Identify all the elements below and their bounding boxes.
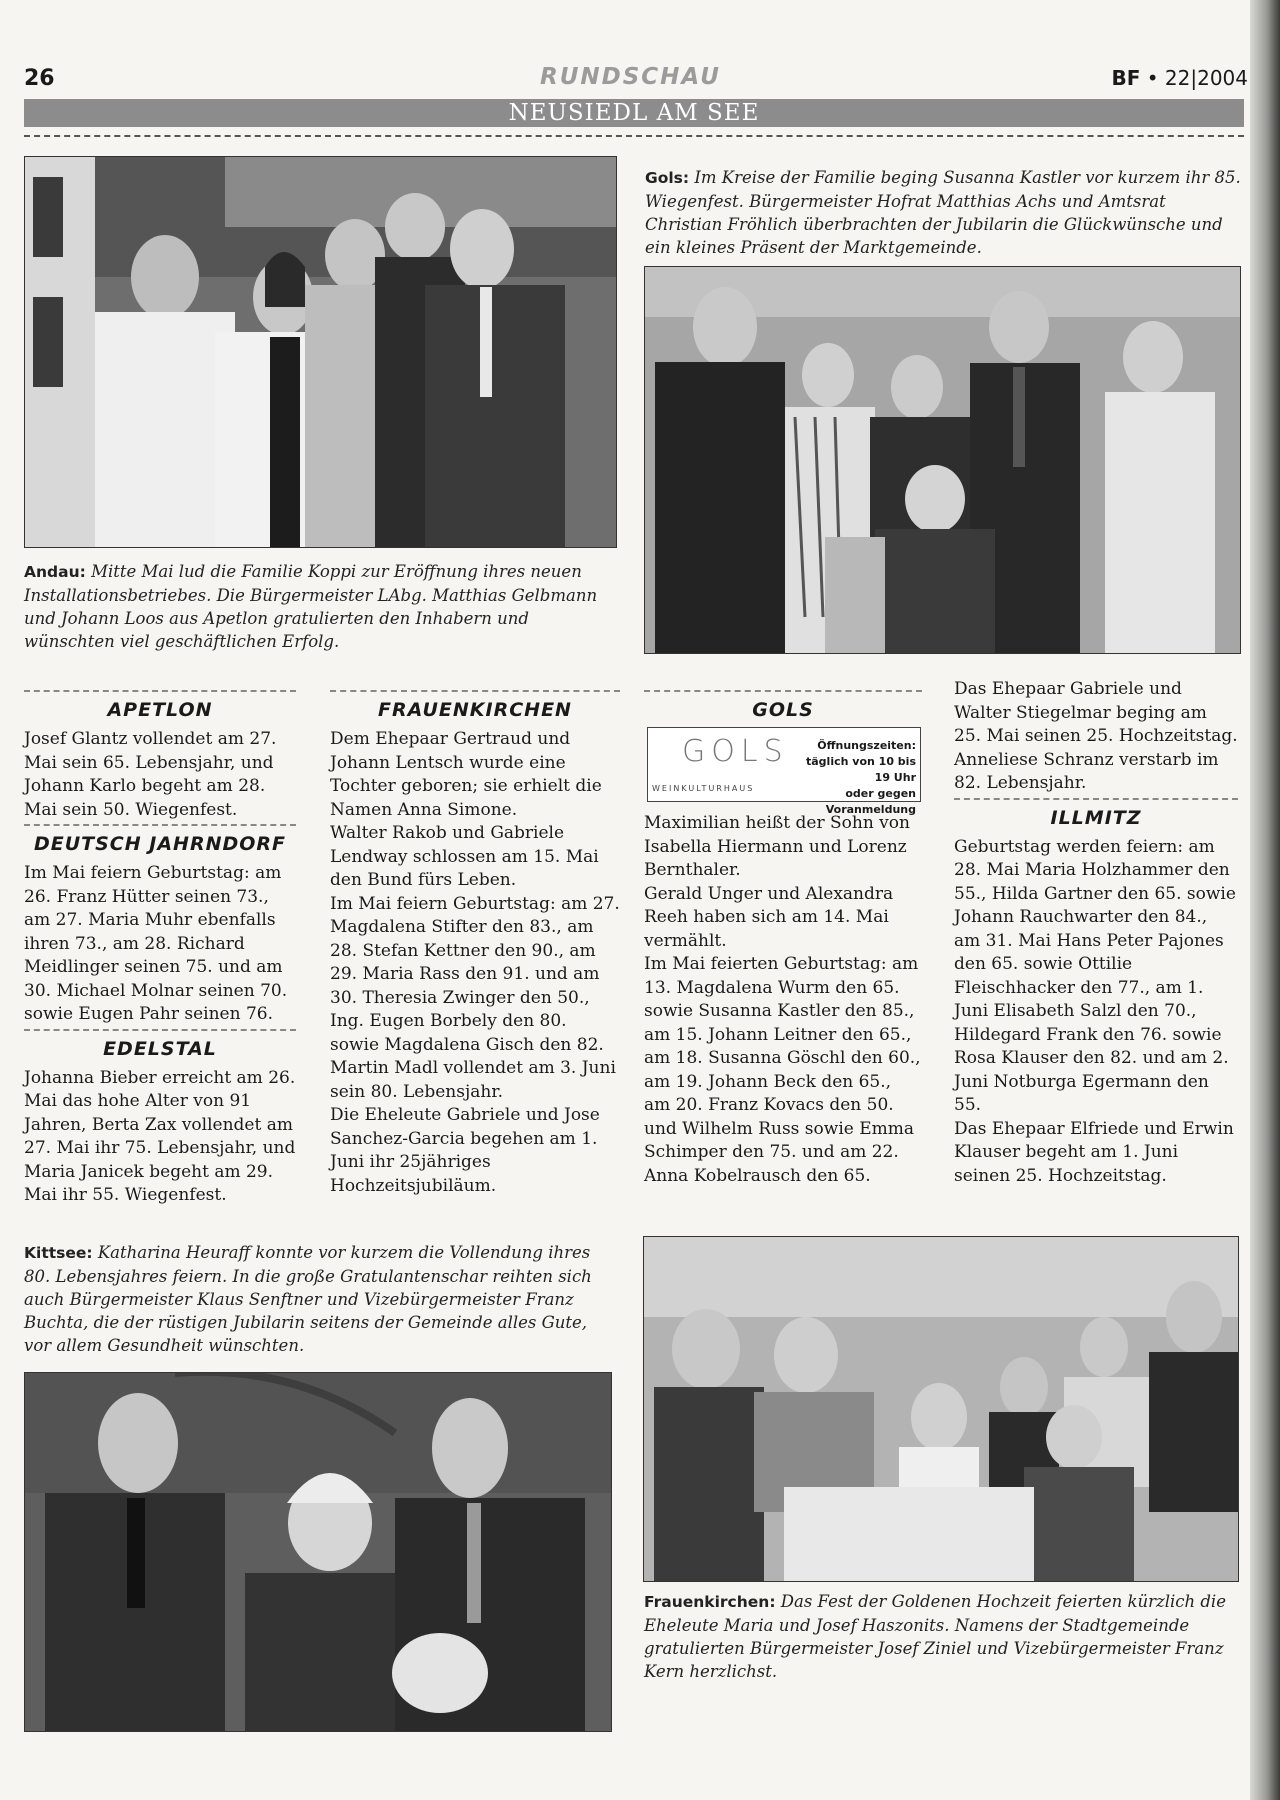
article-frauenkirchen-p3: Im Mai feiern Geburtstag: am 27. Magdalena Stifter den 83., am 28. Stefan Kettner den 90., am 29. Maria Rass den 91. und am 30. Theresia Zwinger den 50., Ing. Eugen Borbely den 80. sowie Magdalena Gisch den 82. [330, 893, 620, 1055]
article-deutsch-jahrndorf: Im Mai feiern Geburtstag: am 26. Franz Hütter seinen 73., am 27. Maria Muhr ebenfalls ihren 73., am 28. Richard Meidlinger seinen 75. und am 30. Michael Molnar seinen 70. sowie Eugen Pahr seinen 76. [24, 863, 288, 1024]
issue-separator: • [1140, 66, 1165, 90]
caption-frauenkirchen-text: Das Fest der Goldenen Hochzeit feierten kürzlich die Eheleute Maria und Josef Haszonits. Namens der Stadtgemeinde gratulierten Bürgermeister Josef Ziniel und Vizebürgermeister Franz Kern herzlichst. [644, 1592, 1226, 1681]
page-binding-shadow [1250, 0, 1280, 1800]
ad-hours-line1: täglich von 10 bis 19 Uhr [806, 755, 916, 784]
article-frauenkirchen-p2: Walter Rakob und Gabriele Lendway schlossen am 15. Mai den Bund fürs Leben. [330, 823, 599, 890]
article-edelstal: Johanna Bieber erreicht am 26. Mai das hohe Alter von 91 Jahren, Berta Zax vollendet am 27. Mai ihr 75. Lebensjahr, und Maria Janicek begeht am 29. Mai ihr 55. Wiegenfest. [24, 1067, 296, 1205]
section-head-edelstal: EDELSTAL [24, 1029, 296, 1065]
photo-gols [644, 266, 1241, 654]
caption-kittsee-text: Katharina Heuraff konnte vor kurzem die Vollendung ihres 80. Lebensjahres feiern. In die große Gratulantenschar reihten sich auch Bürgermeister Klaus Senftner und Vizebürgermeister Franz Buchta, die der rüstigen Jubilarin seitens der Gemeinde alles Gute, vor allem Gesundheit wünschten. [24, 1243, 592, 1355]
article-gols-continued-p1: Das Ehepaar Gabriele und Walter Stiegelmar beging am 25. Mai seinen 25. Hochzeitstag. [954, 679, 1238, 746]
article-apetlon: Josef Glantz vollendet am 27. Mai sein 65. Lebensjahr, und Johann Karlo begeht am 28. Mai sein 50. Wiegenfest. [24, 729, 277, 820]
ad-weinkulturhaus [647, 727, 921, 816]
caption-andau-place: Andau: [24, 563, 86, 581]
section-head-frauenkirchen: FRAUENKIRCHEN [330, 690, 620, 726]
caption-andau-text: Mitte Mai lud die Familie Koppi zur Eröffnung ihres neuen Installationsbetriebes. Die Bürgermeister LAbg. Matthias Gelbmann und Johann Loos aus Apetlon gratulierten den Inhabern und wünschten viel geschäftlichen Erfolg. [24, 562, 598, 651]
ad-logo: GOLS [682, 734, 789, 769]
ad-hours-title: Öffnungszeiten: [817, 739, 916, 752]
article-gols-p3: Im Mai feierten Geburtstag: am 13. Magdalena Wurm den 65. sowie Susanna Kastler den 85., am 15. Johann Leitner den 65., am 18. Susanna Göschl den 60., am 19. Johann Beck den 65., am 20. Franz Kovacs den 50. und Wilhelm Russ sowie Emma Schimper den 75. und am 22. Anna Kobelrausch den 65. [644, 954, 921, 1186]
ad-hours-line2: oder gegen Voranmeldung [825, 787, 916, 816]
issue-brand: BF [1111, 66, 1141, 90]
article-illmitz-p1: Geburtstag werden feiern: am 28. Mai Maria Holzhammer den 55., Hilda Gartner den 65. sowie Johann Rauchwarter den 84., am 31. Mai Hans Peter Pajones den 65. sowie Ottilie Fleischhacker den 77., am 1. Juni Elisabeth Salzl den 70., Hildegard Frank den 76. sowie Rosa Klauser den 82. und am 2. Juni Notburga Egermann den 55. [954, 836, 1236, 1115]
article-gols-p1: Maximilian heißt der Sohn von Isabella Hiermann und Lorenz Bernthaler. [644, 813, 910, 880]
caption-kittsee-place: Kittsee: [24, 1244, 93, 1262]
caption-andau [24, 560, 618, 653]
section-head-gols: GOLS [644, 690, 922, 726]
section-head-illmitz: ILLMITZ [954, 798, 1238, 834]
ad-hours [788, 738, 916, 818]
column-3-body [644, 812, 922, 1188]
caption-frauenkirchen-place: Frauenkirchen: [644, 1593, 776, 1611]
column-1 [24, 688, 296, 1208]
article-frauenkirchen-p1: Dem Ehepaar Gertraud und Johann Lentsch wurde eine Tochter geboren; sie erhielt die Namen Anna Simone. [330, 729, 602, 820]
article-illmitz-p2: Das Ehepaar Elfriede und Erwin Klauser begeht am 1. Juni seinen 25. Hochzeitstag. [954, 1118, 1234, 1186]
caption-kittsee [24, 1241, 618, 1357]
article-frauenkirchen-p5: Die Eheleute Gabriele und Jose Sanchez-Garcia begehen am 1. Juni ihr 25jähriges Hochzeitsjubiläum. [330, 1105, 600, 1196]
column-2 [330, 688, 620, 1198]
ad-subtitle: WEINKULTURHAUS [652, 784, 755, 793]
article-frauenkirchen-p4: Martin Madl vollendet am 3. Juni sein 80. Lebensjahr. [330, 1058, 616, 1102]
caption-gols-text: Im Kreise der Familie beging Susanna Kastler vor kurzem ihr 85. Wiegenfest. Bürgermeister Hofrat Matthias Achs und Amtsrat Christian Fröhlich überbrachten der Jubilarin die Glückwünsche und ein kleines Präsent der Marktgemeinde. [645, 168, 1241, 257]
running-head: RUNDSCHAU [540, 64, 721, 90]
photo-frauenkirchen [643, 1236, 1239, 1582]
section-head-deutsch-jahrndorf: DEUTSCH JAHRNDORF [24, 824, 296, 860]
caption-frauenkirchen [644, 1590, 1238, 1683]
article-gols-continued-p2: Anneliese Schranz verstarb im 82. Lebensjahr. [954, 749, 1219, 793]
caption-gols-place: Gols: [645, 169, 690, 187]
article-gols-p2: Gerald Unger und Alexandra Reeh haben sich am 14. Mai vermählt. [644, 883, 894, 951]
banner-rule [24, 135, 1244, 137]
section-head-apetlon: APETLON [24, 690, 296, 726]
column-4 [954, 678, 1238, 1188]
issue-number: 22|2004 [1164, 66, 1248, 90]
caption-gols [645, 166, 1245, 259]
issue-info [1111, 66, 1248, 90]
photo-andau [24, 156, 617, 548]
page-number: 26 [24, 66, 55, 91]
photo-kittsee [24, 1372, 612, 1732]
section-banner: NEUSIEDL AM SEE [24, 99, 1244, 127]
column-3 [644, 688, 922, 728]
